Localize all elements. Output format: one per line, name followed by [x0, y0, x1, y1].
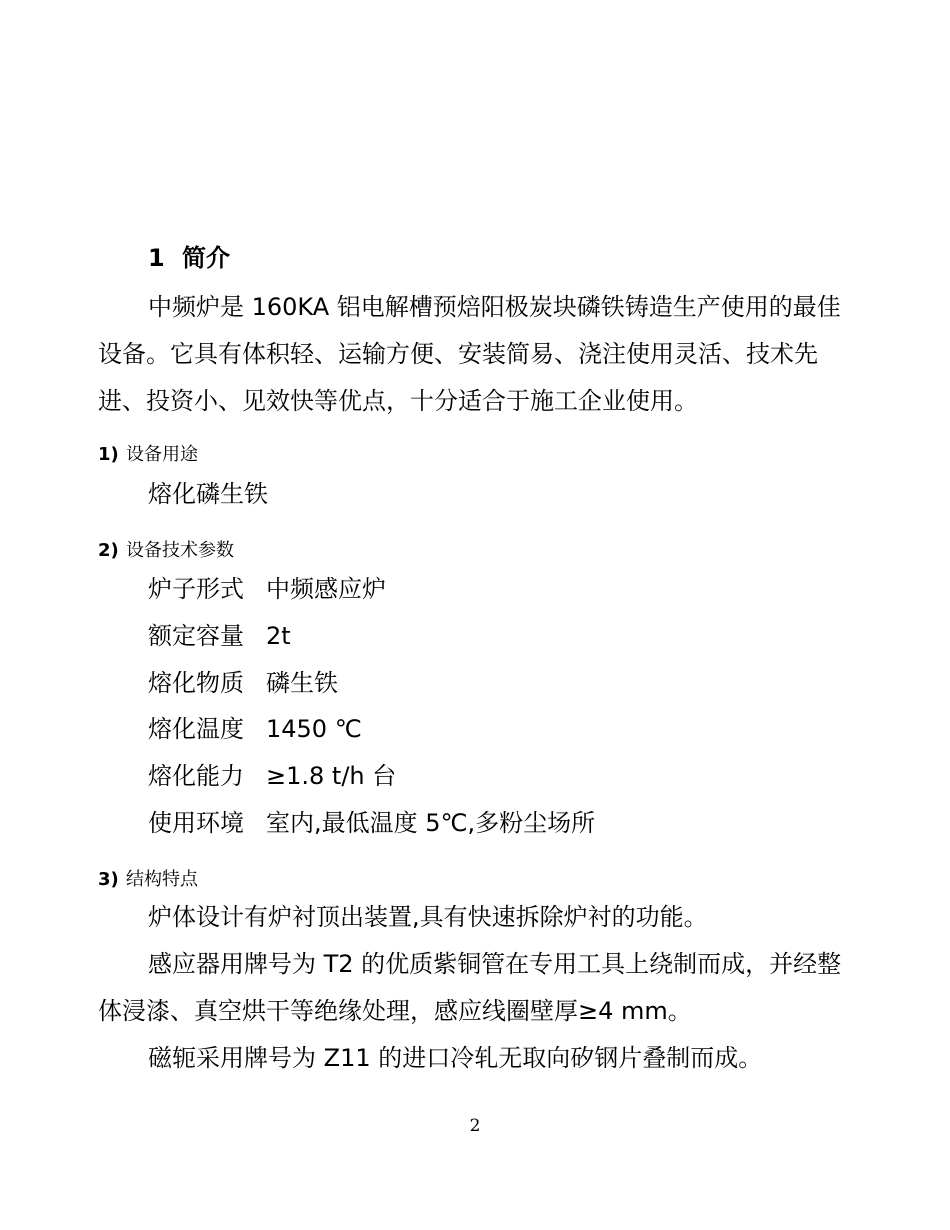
param-label: 熔化温度: [148, 715, 244, 743]
param-row: [148, 618, 291, 654]
feature-paragraph: 感应器用牌号为 T2 的优质紫铜管在专用工具上绕制而成，并经整体浸漆、真空烘干等绝缘处理，感应线圈壁厚≥4 mm。: [98, 950, 842, 1025]
param-value: 1450 ℃: [266, 715, 362, 743]
param-value: 磷生铁: [266, 669, 338, 697]
subsection-title: 结构特点: [126, 869, 198, 890]
subsection-title: 设备技术参数: [126, 540, 234, 561]
param-row: [148, 665, 338, 701]
param-label: 使用环境: [148, 809, 244, 837]
param-value: ≥1.8 t/h 台: [266, 762, 397, 790]
param-label: 炉子形式: [148, 575, 244, 603]
subsection-heading-purpose: [98, 442, 198, 468]
subsection-index: 3): [98, 869, 119, 890]
param-label: 额定容量: [148, 622, 244, 650]
subsection-title: 设备用途: [126, 444, 198, 465]
intro-paragraph: 中频炉是 160KA 铝电解槽预焙阳极炭块磷铁铸造生产使用的最佳设备。它具有体积轻、运输方便、安装简易、浇注使用灵活、技术先进、投资小、见效快等优点，十分适合于施工企业使用。: [98, 293, 841, 415]
section-number: 1: [148, 244, 165, 272]
feature-paragraph: 炉体设计有炉衬顶出装置,具有快速拆除炉衬的功能。: [148, 903, 708, 931]
section-title: 简介: [182, 244, 230, 272]
purpose-text: 熔化磷生铁: [148, 480, 268, 508]
param-value: 2t: [266, 622, 291, 650]
subsection-index: 1): [98, 444, 119, 465]
param-label: 熔化能力: [148, 762, 244, 790]
param-value: 室内,最低温度 5℃,多粉尘场所: [266, 809, 596, 837]
param-row: [148, 571, 386, 607]
feature-paragraph: 磁轭采用牌号为 Z11 的进口冷轧无取向矽钢片叠制而成。: [148, 1044, 763, 1072]
section-heading: [148, 240, 230, 276]
subsection-heading-params: [98, 538, 234, 564]
subsection-heading-features: [98, 867, 198, 893]
param-row: [148, 758, 396, 794]
param-row: [148, 805, 595, 841]
param-row: [148, 711, 362, 747]
param-label: 熔化物质: [148, 669, 244, 697]
param-value: 中频感应炉: [266, 575, 386, 603]
subsection-index: 2): [98, 540, 119, 561]
page-number: 2: [469, 1116, 481, 1136]
